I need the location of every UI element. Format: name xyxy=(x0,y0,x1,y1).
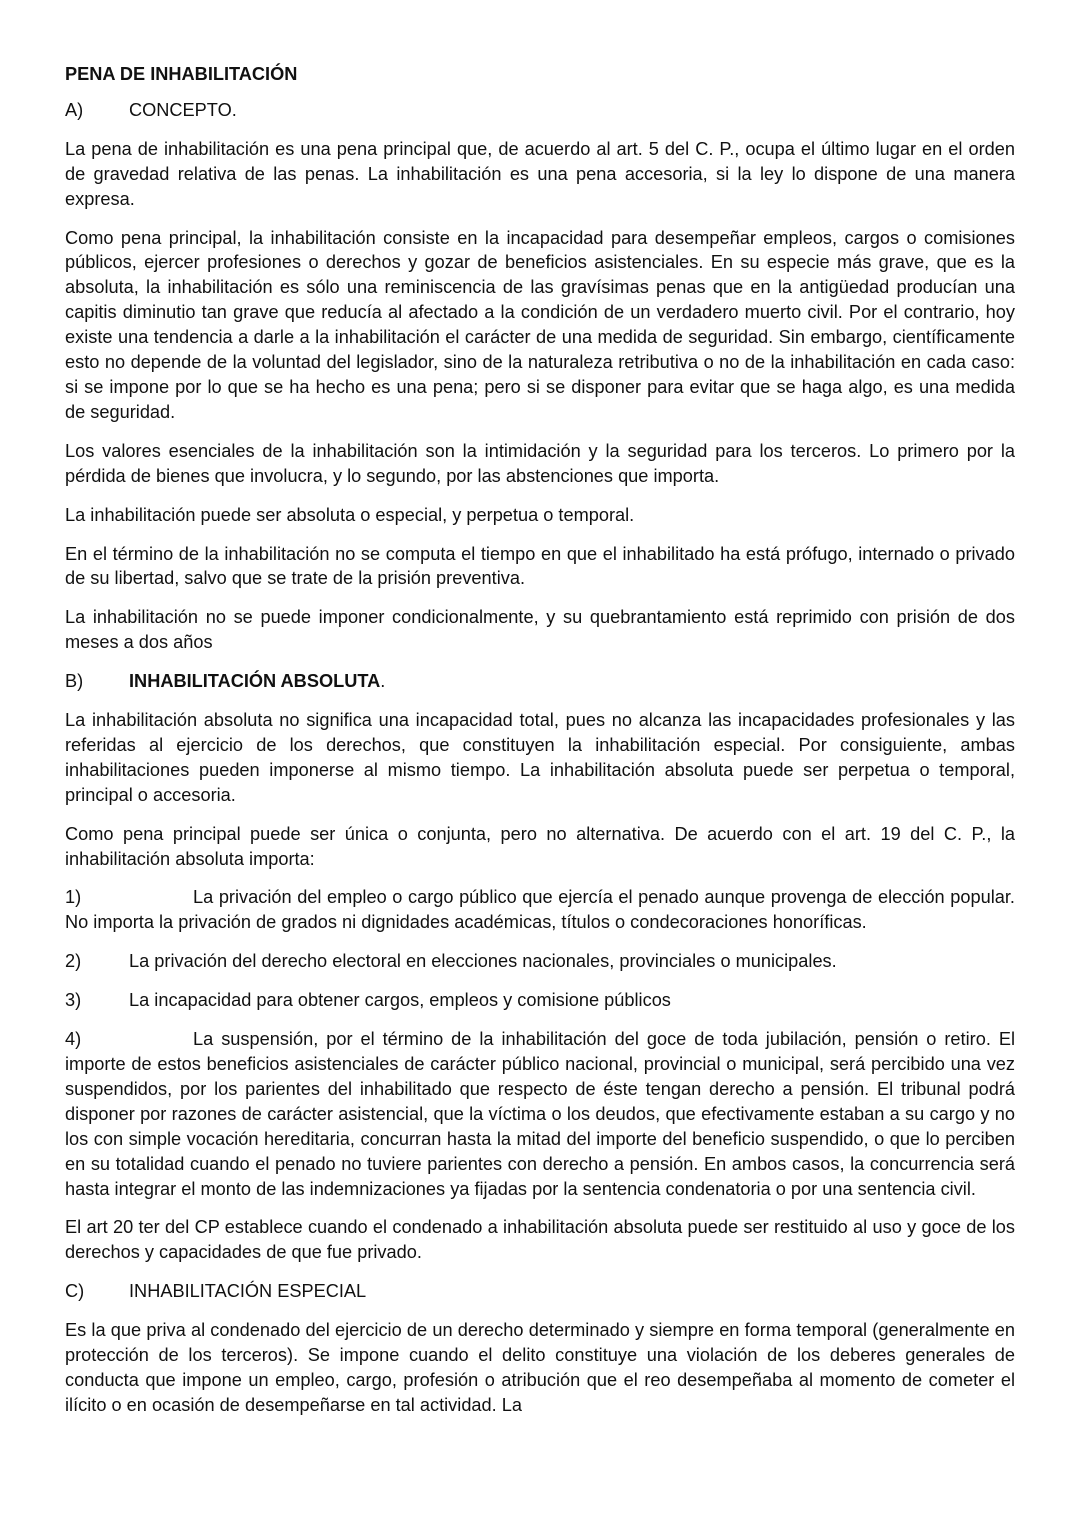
list-item-text: La suspensión, por el término de la inhabilitación del goce de toda jubilación, pensión o retiro. El importe de estos beneficios asistenciales de carácter público nacional, provincial o municipal, será percibido una vez suspendidos, por los parientes del inhabilitado que respecto de éste tengan derecho a pensión. El tribunal podrá disponer por razones de carácter asistencial, que la víctima o los deudos, que efectivamente estaban a su cargo y no los con simple vocación hereditaria, concurran hasta la mitad del importe del beneficio suspendido, o que lo perciben en su totalidad cuando el penado no tuviere parientes con derecho a pensión. En ambos casos, la concurrencia será hasta integrar el monto de las indemnizaciones ya fijadas por la sentencia condenatoria o por una sentencia civil. xyxy=(65,1029,1015,1199)
section-b-title: INHABILITACIÓN ABSOLUTA xyxy=(129,671,381,692)
section-b-heading xyxy=(65,669,1015,694)
section-b-title-wrap xyxy=(129,669,385,694)
section-a-number: A) xyxy=(65,99,84,120)
document-page xyxy=(65,62,1015,1432)
paragraph: La inhabilitación puede ser absoluta o especial, y perpetua o temporal. xyxy=(65,504,635,525)
paragraph: La inhabilitación absoluta no significa una incapacidad total, pues no alcanza las incapacidades profesionales y las referidas al ejercicio de los derechos, que constituyen la inhabilitación especial. Por consiguiente, ambas inhabilitaciones pueden imponerse al mismo tiempo. La inhabilitación absoluta puede ser perpetua o temporal, principal o accesoria. xyxy=(65,710,1015,805)
list-item-text: La privación del empleo o cargo público que ejercía el penado aunque provenga de elección popular. No importa la privación de grados ni dignidades académicas, títulos o condecoraciones honoríficas. xyxy=(65,887,1015,933)
section-b-number: B) xyxy=(65,671,84,692)
list-item-text: La incapacidad para obtener cargos, empleos y comisione públicos xyxy=(129,990,671,1011)
paragraph: La pena de inhabilitación es una pena principal que, de acuerdo al art. 5 del C. P., ocupa el último lugar en el orden de gravedad relativa de las penas. La inhabilitación es una pena accesoria, si la ley lo dispone de una manera expresa. xyxy=(65,138,1015,209)
list-item-number: 2) xyxy=(65,951,82,972)
paragraph: Como pena principal puede ser única o conjunta, pero no alternativa. De acuerdo con el art. 19 del C. P., la inhabilitación absoluta importa: xyxy=(65,823,1015,869)
list-item-number: 4) xyxy=(65,1029,82,1050)
section-a-heading xyxy=(65,98,1015,123)
list-item-text: La privación del derecho electoral en elecciones nacionales, provinciales o municipales. xyxy=(129,951,837,972)
section-c-number: C) xyxy=(65,1281,85,1302)
paragraph: En el término de la inhabilitación no se computa el tiempo en que el inhabilitado ha está prófugo, internado o privado de su libertad, salvo que se trate de la prisión preventiva. xyxy=(65,543,1015,589)
section-c-heading xyxy=(65,1279,1015,1304)
list-item xyxy=(65,885,1015,935)
list-item xyxy=(65,988,1015,1013)
paragraph: La inhabilitación no se puede imponer condicionalmente, y su quebrantamiento está reprimido con prisión de dos meses a dos años xyxy=(65,607,1015,653)
section-b-title-suffix: . xyxy=(380,671,386,692)
section-a-title: CONCEPTO. xyxy=(129,99,237,120)
section-c-title: INHABILITACIÓN ESPECIAL xyxy=(129,1281,367,1302)
list-item xyxy=(65,949,1015,974)
list-item xyxy=(65,1027,1015,1201)
paragraph: El art 20 ter del CP establece cuando el condenado a inhabilitación absoluta puede ser restituido al uso y goce de los derechos y capacidades de que fue privado. xyxy=(65,1217,1015,1263)
document-title: PENA DE INHABILITACIÓN xyxy=(65,64,298,84)
paragraph: Como pena principal, la inhabilitación consiste en la incapacidad para desempeñar empleos, cargos o comisiones públicos, ejercer profesiones o derechos y gozar de beneficios asistenciales. En su especie más grave, que es la absoluta, la inhabilitación es sólo una reminiscencia de las gravísimas penas que en la antigüedad producían una capitis diminutio tan grave que reducía al afectado a la condición de un verdadero muerto civil. Por el contrario, hoy existe una tendencia a darle a la inhabilitación el carácter de una medida de seguridad. Sin embargo, científicamente esto no depende de la voluntad del legislador, sino de la naturaleza retributiva o no de la inhabilitación en cada caso: si se impone por lo que se ha hecho es una pena; pero si se disponer para evitar que se haga algo, es una medida de seguridad. xyxy=(65,227,1015,422)
paragraph: Los valores esenciales de la inhabilitación son la intimidación y la seguridad para los terceros. Lo primero por la pérdida de bienes que involucra, y lo segundo, por las abstenciones que importa. xyxy=(65,440,1015,486)
list-item-number: 3) xyxy=(65,990,82,1011)
list-item-number: 1) xyxy=(65,887,82,908)
paragraph: Es la que priva al condenado del ejercicio de un derecho determinado y siempre en forma temporal (generalmente en protección de los terceros). Se impone cuando el delito constituye una violación de los deberes generales de conducta que impone un empleo, cargo, profesión o atribución que el reo desempeñaba al momento de cometer el ilícito o en ocasión de desempeñarse en tal actividad. La xyxy=(65,1320,1015,1415)
